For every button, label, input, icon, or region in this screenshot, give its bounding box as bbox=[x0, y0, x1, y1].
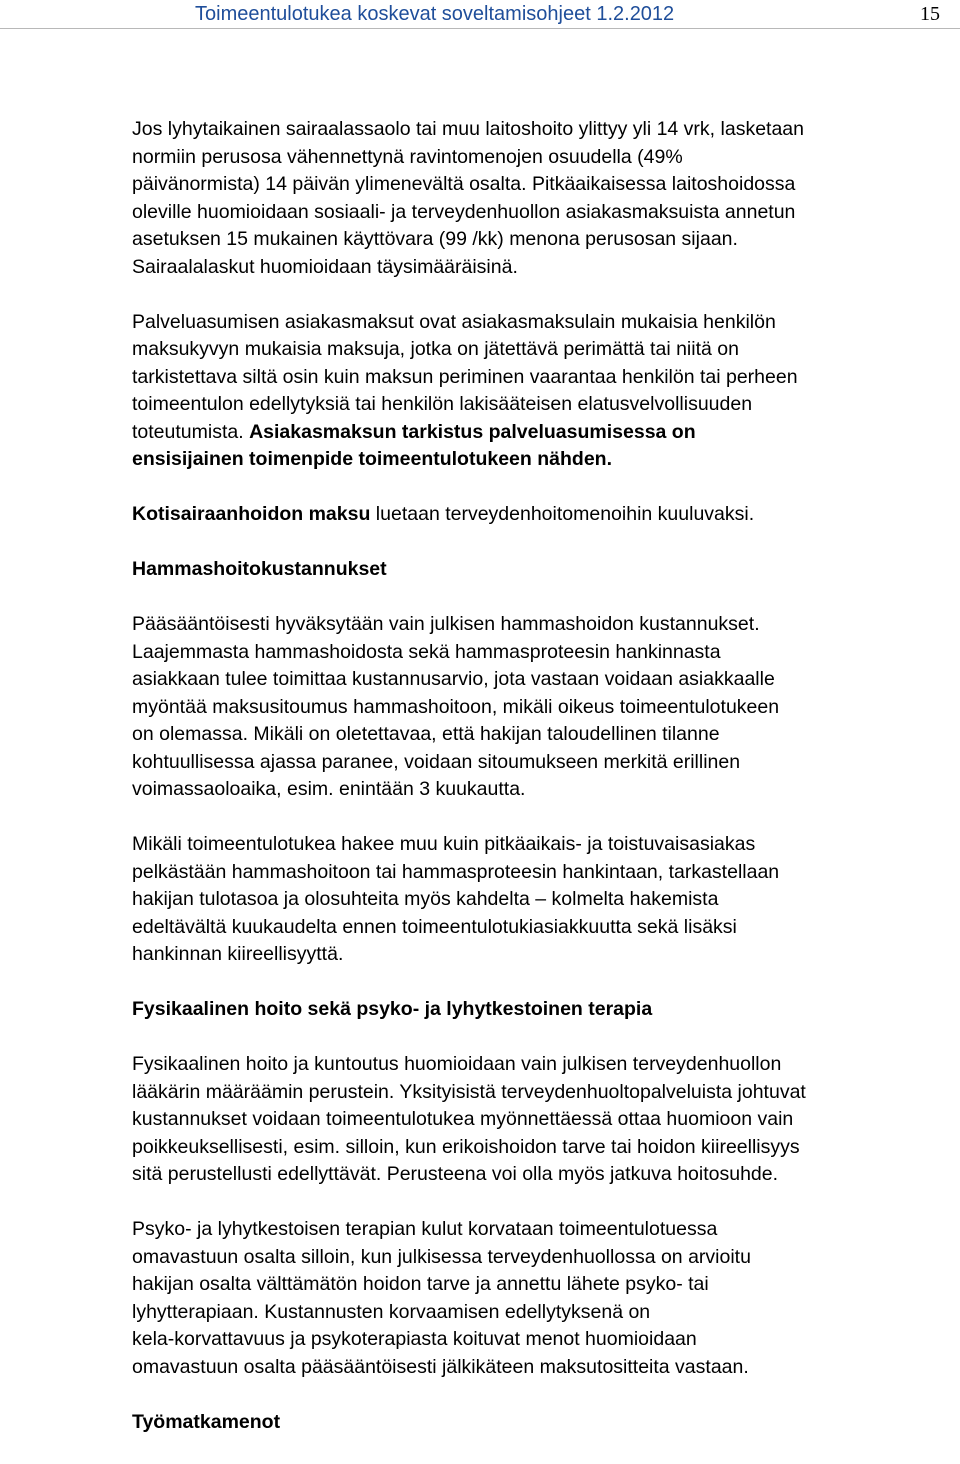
text-line: päivänormista) 14 päivän ylimenevältä osalta. Pitkäaikaisessa laitoshoidossa bbox=[132, 173, 796, 195]
text-line: Palveluasumisen asiakasmaksut ovat asiakasmaksulain mukaisia henkilön bbox=[132, 310, 776, 333]
text-line: sitä perustellusti edellyttävät. Perusteena voi olla myös jatkuva hoitosuhde. bbox=[132, 1163, 779, 1185]
text-line: on olemassa. Mikäli on oletettavaa, että hakijan taloudellinen tilanne bbox=[132, 723, 720, 745]
text-line: Fysikaalinen hoito ja kuntoutus huomioidaan vain julkisen terveydenhuollon bbox=[132, 1053, 782, 1075]
text-line: kela-korvattavuus ja psykoterapiasta koituvat menot huomioidaan bbox=[132, 1328, 697, 1350]
text-line: hankinnan kiireellisyyttä. bbox=[132, 943, 344, 965]
text-line: edeltävältä kuukaudelta ennen toimeentulotukiasiakkuutta sekä lisäksi bbox=[132, 915, 737, 938]
text-line: Sairaalalaskut huomioidaan täysimääräisinä. bbox=[132, 255, 518, 278]
text-line: omavastuun osalta silloin, kun julkisessa terveydenhuollossa on arvioitu bbox=[132, 1245, 751, 1268]
page-header bbox=[0, 0, 960, 30]
paragraph-home-care-fee bbox=[132, 501, 958, 529]
section-heading-commuting: Työmatkamenot bbox=[132, 1410, 281, 1433]
text-line: Pääsääntöisesti hyväksytään vain julkisen hammashoidon kustannukset. bbox=[132, 613, 760, 635]
text-line: normiin perusosa vähennettynä ravintomenojen osuudella (49% bbox=[132, 145, 683, 168]
text-line: hakijan tulotasoa ja olosuhteita myös kahdelta – kolmelta hakemista bbox=[132, 888, 719, 910]
text-line: omavastuun osalta pääsääntöisesti jälkikäteen maksutositteita vastaan. bbox=[132, 1355, 749, 1378]
bold-text-run: Asiakasmaksun tarkistus palveluasumisessa on bbox=[249, 420, 696, 443]
text-line: Jos lyhytaikainen sairaalassaolo tai muu laitoshoito ylittyy yli 14 vrk, lasketaan bbox=[132, 118, 804, 140]
text-line: asetuksen 15 mukainen käyttövara (99 /kk) menona perusosan sijaan. bbox=[132, 228, 738, 250]
paragraph-hospital-stay bbox=[132, 116, 958, 281]
text-line: asiakkaan tulee toimittaa kustannusarvio, jota vastaan voidaan asiakkaalle bbox=[132, 668, 775, 690]
text-line: Laajemmasta hammashoidosta sekä hammasproteesin hankinnasta bbox=[132, 640, 721, 663]
text-run: toteutumista. bbox=[132, 420, 250, 443]
paragraph-physiotherapy bbox=[132, 1051, 958, 1189]
section-heading-dental: Hammashoitokustannukset bbox=[132, 558, 387, 580]
text-line: toimeentulon edellytyksiä tai henkilön lakisääteisen elatusvelvollisuuden bbox=[132, 393, 753, 415]
bold-text-run: Kotisairaanhoidon maksu bbox=[132, 503, 371, 525]
text-line: lyhytterapiaan. Kustannusten korvaamisen edellytyksenä on bbox=[132, 1300, 651, 1323]
text-line: kustannukset voidaan toimeentulotukea myönnettäessä ottaa huomioon vain bbox=[132, 1108, 794, 1130]
paragraph-dental-costs bbox=[132, 611, 958, 804]
text-line: Mikäli toimeentulotukea hakee muu kuin pitkäaikais- ja toistuvaisasiakas bbox=[132, 833, 756, 855]
text-line: voimassaoloaika, esim. enintään 3 kuukautta. bbox=[132, 778, 526, 800]
text-run: luetaan terveydenhoitomenoihin kuuluvaksi. bbox=[370, 503, 755, 525]
section-heading-physiotherapy: Fysikaalinen hoito sekä psyko- ja lyhytkestoinen terapia bbox=[132, 998, 653, 1020]
page-number: 15 bbox=[920, 3, 940, 25]
text-line: Psyko- ja lyhytkestoisen terapian kulut korvataan toimeentulotuessa bbox=[132, 1218, 718, 1240]
document-body bbox=[132, 116, 958, 1464]
text-line: oleville huomioidaan sosiaali- ja terveydenhuollon asiakasmaksuista annetun bbox=[132, 200, 796, 223]
text-line: poikkeuksellisesti, esim. silloin, kun erikoishoidon tarve tai hoidon kiireellisyys bbox=[132, 1135, 800, 1158]
text-line: myöntää maksusitoumus hammashoitoon, mikäli oikeus toimeentulotukeen bbox=[132, 695, 780, 718]
header-divider bbox=[0, 28, 960, 29]
text-line: hakijan osalta välttämätön hoidon tarve ja annettu lähete psyko- tai bbox=[132, 1273, 709, 1295]
bold-text-line: ensisijainen toimenpide toimeentulotukeen nähden. bbox=[132, 448, 612, 470]
text-line: pelkästään hammashoitoon tai hammasproteesin hankintaan, tarkastellaan bbox=[132, 860, 780, 883]
paragraph-psychotherapy bbox=[132, 1216, 958, 1381]
paragraph-dental-applicant bbox=[132, 831, 958, 969]
text-line: tarkistettava siltä osin kuin maksun periminen vaarantaa henkilön tai perheen bbox=[132, 365, 798, 388]
text-line: lääkärin määräämin perustein. Yksityisistä terveydenhuoltopalveluista johtuvat bbox=[132, 1080, 806, 1103]
text-line: kohtuullisessa ajassa paranee, voidaan sitoumukseen merkitä erillinen bbox=[132, 750, 741, 773]
text-line: maksukyvyn mukaisia maksuja, jotka on jätettävä perimättä tai niitä on bbox=[132, 338, 739, 360]
text-line bbox=[132, 419, 958, 447]
document-title: Toimeentulotukea koskevat soveltamisohjeet 1.2.2012 bbox=[195, 3, 675, 25]
paragraph-service-housing bbox=[132, 309, 958, 474]
